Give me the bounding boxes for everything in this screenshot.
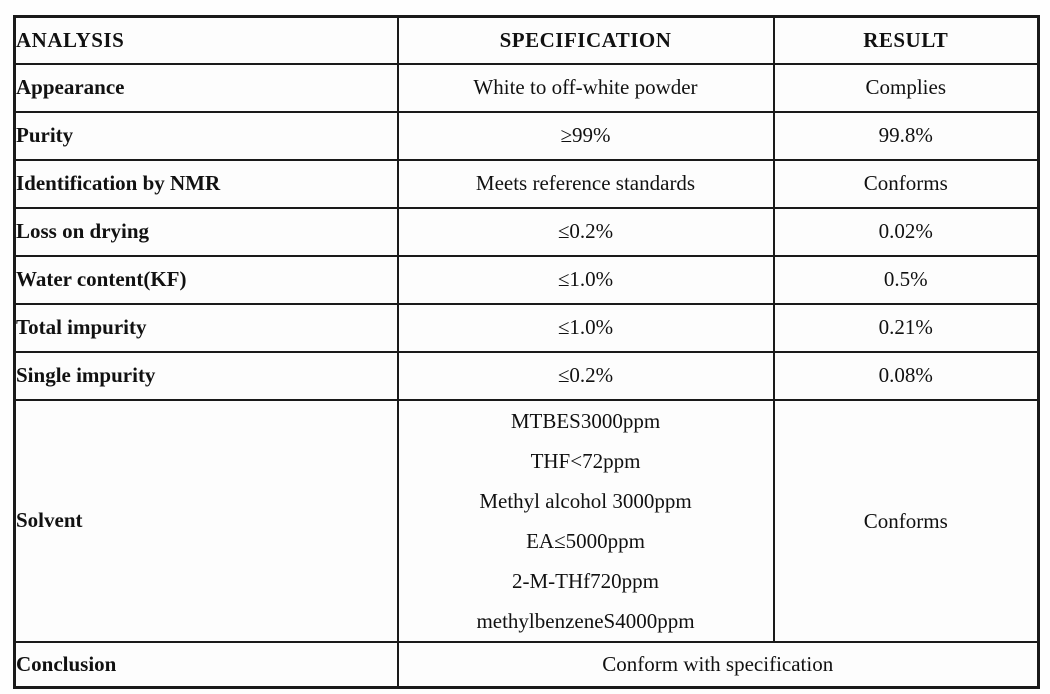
result-cell: 0.5% [774,256,1039,304]
table-row [15,64,1039,112]
specification-cell: ≤0.2% [398,352,774,400]
table-row [15,304,1039,352]
table-row [15,208,1039,256]
table-row [15,160,1039,208]
result-cell: 0.08% [774,352,1039,400]
analysis-cell: Single impurity [15,352,398,400]
result-cell: 0.02% [774,208,1039,256]
result-cell: 99.8% [774,112,1039,160]
result-cell [774,400,1039,642]
specification-cell: ≤0.2% [398,208,774,256]
table-row-conclusion [15,642,1039,688]
analysis-cell: Total impurity [15,304,398,352]
header-result: RESULT [774,17,1039,64]
result-cell: Conforms [774,160,1039,208]
solvent-spec-line: methylbenzeneS4000ppm [476,608,695,633]
table-row-solvent [15,400,1039,642]
analysis-cell: Purity [15,112,398,160]
header-specification: SPECIFICATION [398,17,774,64]
table-row [15,112,1039,160]
solvent-result-text: Conforms [863,508,948,533]
analysis-cell: Solvent [15,400,398,642]
analysis-cell: Appearance [15,64,398,112]
analysis-cell: Identification by NMR [15,160,398,208]
solvent-spec-line: MTBES3000ppm [510,408,661,433]
solvent-spec-line: Methyl alcohol 3000ppm [479,488,692,513]
result-cell: Complies [774,64,1039,112]
specification-cell: ≤1.0% [398,304,774,352]
conclusion-value-cell: Conform with specification [398,642,1039,688]
specification-cell: ≥99% [398,112,774,160]
specification-cell: Meets reference standards [398,160,774,208]
solvent-spec-line: EA≤5000ppm [526,528,645,553]
solvent-spec-line: THF<72ppm [530,448,641,473]
coa-table [13,15,1040,689]
table-row [15,352,1039,400]
analysis-cell: Loss on drying [15,208,398,256]
analysis-cell: Conclusion [15,642,398,688]
specification-cell: White to off-white powder [398,64,774,112]
analysis-cell: Water content(KF) [15,256,398,304]
solvent-spec-line: 2-M-THf720ppm [512,568,659,593]
table-header-row [15,17,1039,64]
table-row [15,256,1039,304]
header-analysis: ANALYSIS [15,17,398,64]
result-cell: 0.21% [774,304,1039,352]
specification-cell [398,400,774,642]
specification-cell: ≤1.0% [398,256,774,304]
